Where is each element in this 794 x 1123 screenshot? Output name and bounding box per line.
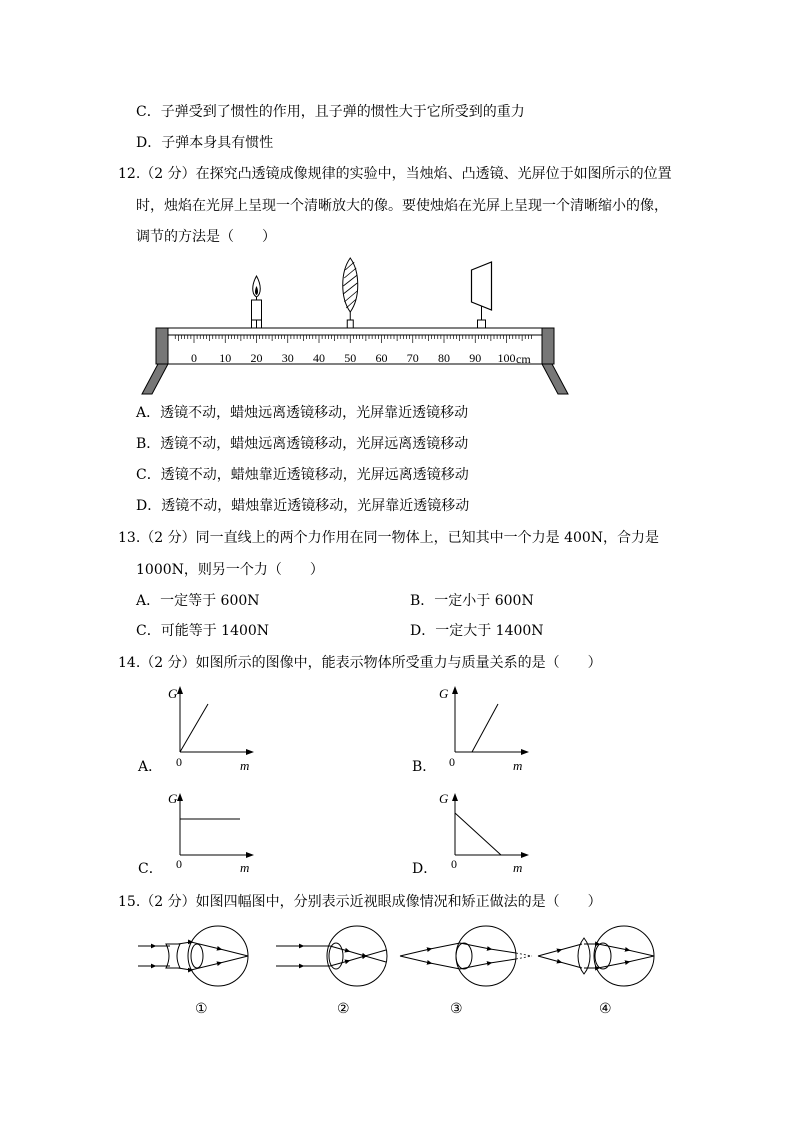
q14-graph-b — [425, 680, 555, 780]
q13-option-b: B．一定小于 600N — [410, 593, 534, 609]
q13-stem-line2: 1000N，则另一个力（ ） — [136, 562, 324, 578]
svg-text:0: 0 — [176, 755, 182, 769]
ruler-tick-label: 50 — [344, 351, 357, 365]
ruler-tick-label: 80 — [438, 351, 450, 365]
q14-graph-b-label: B． — [412, 759, 437, 775]
q12-stem-line3: 调节的方法是（ ） — [136, 229, 276, 245]
svg-text:m: m — [513, 758, 523, 773]
q13-stem-line1: 13.（2 分）同一直线上的两个力作用在同一物体上，已知其中一个力是 400N，合力是 — [118, 530, 660, 546]
eye-diagram-2 — [276, 926, 387, 986]
convex-lens — [343, 258, 358, 328]
q15-eye-diagrams — [0, 920, 794, 1030]
ruler-unit: cm — [516, 352, 531, 366]
ruler-tick-label: 90 — [469, 351, 482, 365]
ruler-tick-label: 20 — [250, 351, 263, 365]
svg-text:m: m — [513, 860, 523, 875]
fig-label-2: ② — [337, 1002, 350, 1017]
q12-option-a: A．透镜不动，蜡烛远离透镜移动，光屏靠近透镜移动 — [136, 405, 469, 421]
q14-graph-d — [425, 785, 555, 885]
bench-left-end — [156, 328, 168, 364]
q11-option-d: D．子弹本身具有惯性 — [136, 135, 274, 151]
bench-right-leg — [542, 364, 568, 394]
eye-diagram-4 — [538, 926, 654, 986]
q14-graph-c — [150, 785, 280, 885]
optical-bench-figure — [0, 0, 794, 400]
svg-text:G: G — [168, 686, 178, 701]
graph-b-line — [472, 704, 498, 752]
candle — [252, 276, 262, 328]
q13-option-d: D．一定大于 1400N — [410, 623, 544, 639]
q13-option-a: A．一定等于 600N — [136, 593, 260, 609]
svg-text:m: m — [240, 758, 250, 773]
q12-stem-line2: 时，烛焰在光屏上呈现一个清晰放大的像。要使烛焰在光屏上呈现一个清晰缩小的像， — [136, 198, 668, 214]
fig-label-3: ③ — [450, 1002, 463, 1017]
ruler-tick-label: 60 — [375, 351, 388, 365]
q11-option-c: C．子弹受到了惯性的作用，且子弹的惯性大于它所受到的重力 — [136, 104, 525, 120]
svg-text:G: G — [439, 791, 449, 806]
ruler-tick-label: 0 — [191, 351, 197, 365]
ruler-tick-label: 10 — [219, 351, 232, 365]
light-screen — [472, 262, 492, 328]
bench-left-leg — [142, 364, 168, 394]
fig-label-4: ④ — [599, 1002, 612, 1017]
svg-text:G: G — [168, 791, 178, 806]
q14-stem: 14.（2 分）如图所示的图像中，能表示物体所受重力与质量关系的是（ ） — [118, 655, 602, 671]
ruler-tick-label: 100 — [497, 351, 516, 365]
eye-diagram-1 — [138, 926, 248, 986]
q13-option-c: C．可能等于 1400N — [136, 623, 270, 639]
svg-text:m: m — [240, 860, 250, 875]
graph-d-line — [455, 813, 501, 855]
eye-diagram-3 — [400, 926, 532, 986]
q14-graph-a — [150, 680, 280, 780]
graph-a-line — [180, 704, 208, 752]
q14-graph-c-label: C． — [138, 861, 163, 877]
svg-text:0: 0 — [449, 755, 455, 769]
bench-rail-top — [168, 328, 542, 335]
svg-text:0: 0 — [451, 857, 457, 871]
q12-stem-line1: 12.（2 分）在探究凸透镜成像规律的实验中，当烛焰、凸透镜、光屏位于如图所示的位置 — [118, 166, 672, 182]
q12-option-b: B．透镜不动，蜡烛远离透镜移动，光屏远离透镜移动 — [136, 436, 469, 452]
svg-text:G: G — [439, 686, 449, 701]
bench-right-end — [542, 328, 554, 364]
q14-graph-d-label: D． — [412, 861, 438, 877]
ruler-tick-label: 70 — [406, 351, 419, 365]
q14-graph-a-label: A． — [138, 759, 163, 775]
ruler-tick-label: 30 — [281, 351, 294, 365]
svg-text:0: 0 — [176, 857, 182, 871]
q12-option-d: D．透镜不动，蜡烛靠近透镜移动，光屏靠近透镜移动 — [136, 498, 470, 514]
q12-option-c: C．透镜不动，蜡烛靠近透镜移动，光屏远离透镜移动 — [136, 467, 469, 483]
fig-label-1: ① — [195, 1002, 208, 1017]
ruler-tick-label: 40 — [313, 351, 325, 365]
q15-stem: 15.（2 分）如图四幅图中，分别表示近视眼成像情况和矫正做法的是（ ） — [118, 894, 602, 910]
